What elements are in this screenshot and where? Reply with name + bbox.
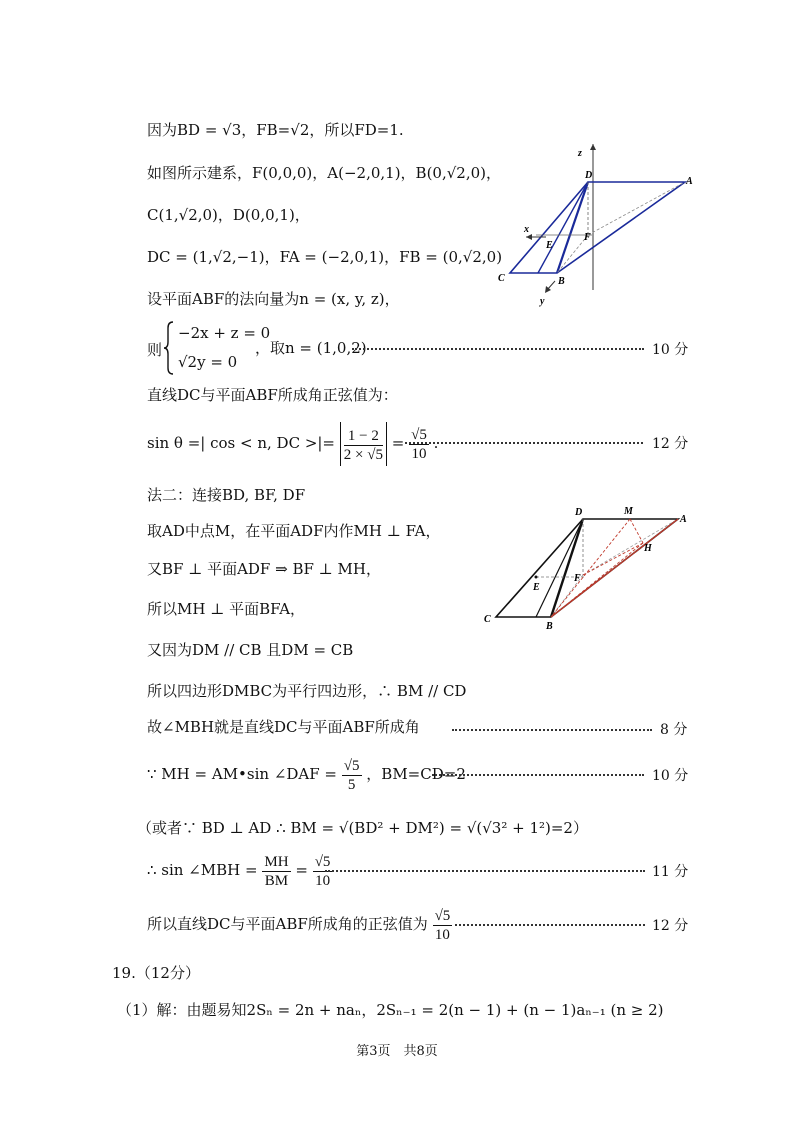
line-dm-cb: 又因为DM // CB 且DM = CB bbox=[147, 641, 354, 659]
figure-method-two bbox=[478, 505, 698, 635]
line-bf-perp: 又BF ⊥ 平面ADF ⇒ BF ⊥ MH， bbox=[147, 560, 381, 578]
line-method-two: 法二：连接BD, BF, DF bbox=[147, 486, 306, 504]
sin-mbh-fraction-1: $\frac{MH}{BM}$ bbox=[264, 853, 289, 889]
label-a: A bbox=[680, 514, 687, 525]
system-prefix: 则 bbox=[147, 341, 163, 359]
line-points-c-d: C(1,√2,0)，D(0,0,1)， bbox=[147, 206, 310, 224]
question-19-title: 19.（12分） bbox=[112, 964, 200, 982]
mh-fraction: $\frac{√5}{5}$ bbox=[343, 757, 360, 793]
score-10: 10 分 bbox=[652, 342, 689, 358]
label-b: B bbox=[558, 276, 565, 287]
label-x: x bbox=[524, 224, 529, 235]
label-d: D bbox=[585, 170, 593, 181]
line-coordinate-system: 如图所示建系，F(0,0,0)，A(−2,0,1)，B(0,√2,0)， bbox=[147, 164, 502, 182]
label-f: F bbox=[584, 232, 591, 243]
line-angle-mbh: 故∠MBH就是直线DC与平面ABF所成角 bbox=[147, 718, 420, 736]
score-leader bbox=[452, 729, 652, 731]
sine-fraction-abs: $\frac{1 - 2}{2 \times √5}$ bbox=[343, 427, 383, 463]
score-leader bbox=[432, 774, 644, 776]
line-conclusion: 所以直线DC与平面ABF所成角的正弦值为 $\frac{√5}{10}$ bbox=[147, 907, 451, 943]
score-8: 8 分 bbox=[660, 722, 688, 738]
line-normal-vector: 设平面ABF的法向量为n = (x, y, z)， bbox=[147, 290, 400, 308]
score-11: 11 分 bbox=[652, 864, 689, 880]
label-h: H bbox=[644, 543, 652, 554]
label-c: C bbox=[498, 273, 505, 284]
line-sine-value-title: 直线DC与平面ABF所成角正弦值为： bbox=[147, 386, 398, 404]
line-sin-mbh: ∴ sin ∠MBH = $\frac{MH}{BM}$ = $\frac{√5}{10}$ bbox=[147, 853, 331, 889]
label-y: y bbox=[540, 296, 545, 307]
label-d: D bbox=[575, 507, 583, 518]
line-bd-fb-fd: 因为BD = √3，FB=√2，所以FD=1. bbox=[147, 121, 404, 139]
conclusion-fraction: $\frac{√5}{10}$ bbox=[434, 907, 451, 943]
line-parallelogram: 所以四边形DMBC为平行四边形，∴ BM // CD bbox=[147, 682, 467, 700]
label-z: z bbox=[578, 148, 582, 159]
line-midpoint-m: 取AD中点M，在平面ADF内作MH ⊥ FA， bbox=[147, 522, 441, 540]
label-c: C bbox=[484, 614, 491, 625]
label-b: B bbox=[546, 621, 553, 632]
score-12: 12 分 bbox=[652, 918, 689, 934]
line-sine-formula: sin θ =| cos < n, DC >|= $\frac{1 - 2}{2 \times √5}$ = $\frac{√5}{10}$ . bbox=[147, 421, 438, 466]
score-leader bbox=[352, 348, 644, 350]
line-mh-value: ∵ MH = AM•sin ∠DAF = $\frac{√5}{5}$ ，BM=CD=2 bbox=[147, 757, 466, 793]
sine-fraction-result: $\frac{√5}{10}$ bbox=[411, 426, 427, 462]
label-m: M bbox=[624, 506, 633, 517]
score-leader bbox=[455, 924, 645, 926]
system-brace bbox=[163, 320, 175, 376]
system-suffix: ，取n = (1,0,2) bbox=[255, 339, 367, 357]
score-10: 10 分 bbox=[652, 768, 689, 784]
label-e: E bbox=[533, 582, 540, 593]
sine-formula-left: sin θ =| cos < n, DC >|= bbox=[147, 434, 336, 452]
label-a: A bbox=[686, 176, 693, 187]
score-12: 12 分 bbox=[652, 436, 689, 452]
sin-mbh-fraction-2: $\frac{√5}{10}$ bbox=[314, 853, 331, 889]
system-equation-2: √2y = 0 bbox=[178, 353, 238, 371]
label-e: E bbox=[546, 240, 553, 251]
line-mh-perp: 所以MH ⊥ 平面BFA， bbox=[147, 600, 306, 618]
figure-coordinate-system bbox=[490, 142, 700, 307]
line-vectors: DC = (1,√2,−1)，FA = (−2,0,1)，FB = (0,√2,0) bbox=[147, 248, 503, 266]
page-footer: 第3页 共8页 bbox=[356, 1044, 438, 1059]
system-equation-1: −2x + z = 0 bbox=[178, 324, 271, 342]
line-part-1: （1）解：由题易知2Sₙ = 2n + naₙ，2Sₙ₋₁ = 2(n − 1) + (n − 1)aₙ₋₁ (n ≥ 2) bbox=[117, 1001, 664, 1019]
score-leader bbox=[325, 870, 645, 872]
label-f: F bbox=[574, 573, 581, 584]
score-leader bbox=[405, 442, 643, 444]
line-alternative-bm: （或者∵ BD ⊥ AD ∴ BM = √(BD² + DM²) = √(√3² + 1²)=2） bbox=[137, 819, 588, 837]
